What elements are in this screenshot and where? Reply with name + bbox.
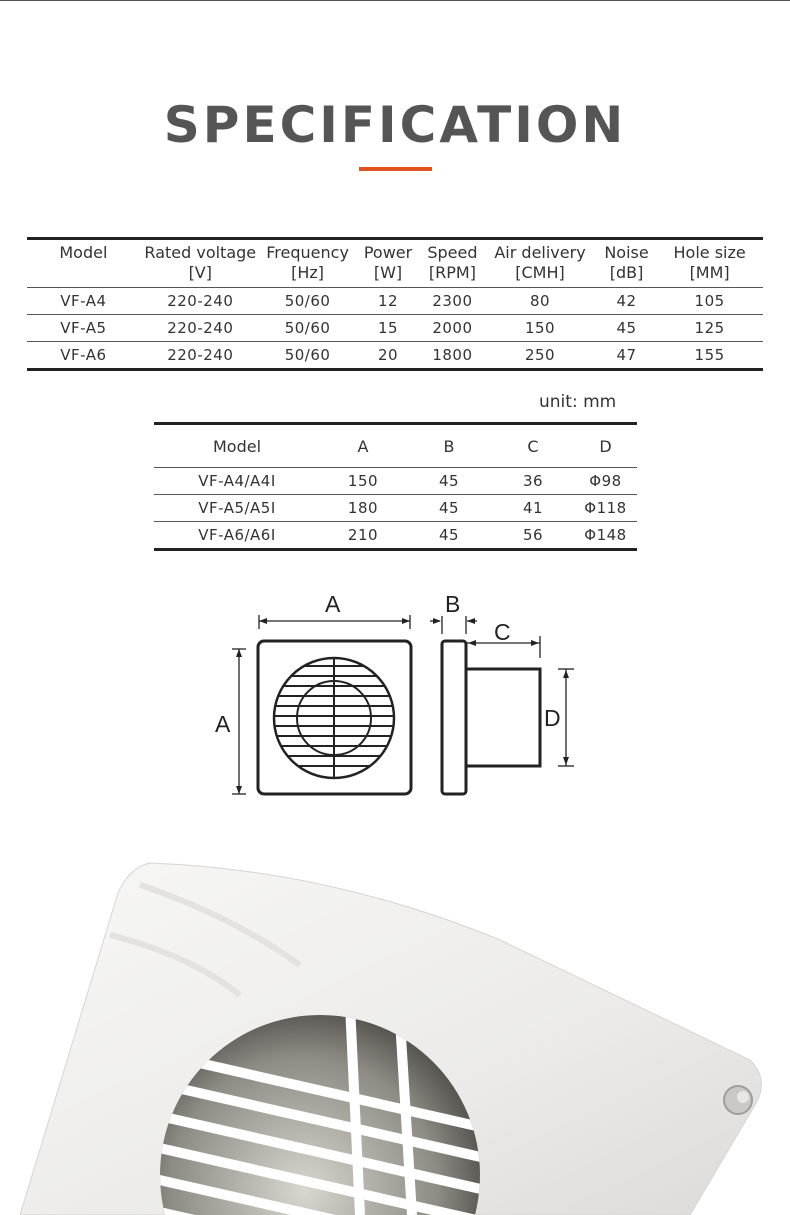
spec-cell: 42	[597, 288, 656, 315]
spec-header-rated-voltage: Rated voltage [V]	[140, 239, 261, 288]
spec-cell: VF-A5	[27, 315, 140, 342]
dims-cell: VF-A4/A4I	[154, 468, 320, 495]
spec-header-frequency: Frequency [Hz]	[261, 239, 355, 288]
table-row	[154, 522, 637, 550]
dims-header-b: B	[406, 424, 492, 468]
dims-cell: 150	[320, 468, 406, 495]
spec-cell: 220-240	[140, 288, 261, 315]
spec-cell: 50/60	[261, 288, 355, 315]
label-a-top: A	[325, 591, 341, 617]
spec-cell: 1800	[422, 342, 484, 370]
table-row	[27, 315, 763, 342]
side-view-frame	[442, 641, 466, 794]
dims-header-c: C	[492, 424, 574, 468]
product-photo	[0, 845, 790, 1215]
spec-cell: 45	[597, 315, 656, 342]
label-c: C	[494, 619, 511, 645]
mounting-screw-cap	[737, 1091, 749, 1103]
spec-header-power: Power [W]	[354, 239, 421, 288]
spec-cell: VF-A4	[27, 288, 140, 315]
dims-cell: 45	[406, 495, 492, 522]
dims-cell: Φ98	[574, 468, 637, 495]
dims-cell: 36	[492, 468, 574, 495]
spec-cell: 2300	[422, 288, 484, 315]
dims-cell: VF-A6/A6I	[154, 522, 320, 550]
dimension-diagram	[210, 588, 590, 803]
dimension-table	[154, 422, 637, 551]
spec-cell: 155	[656, 342, 763, 370]
spec-cell: 150	[483, 315, 597, 342]
spec-cell: VF-A6	[27, 342, 140, 370]
dims-header-a: A	[320, 424, 406, 468]
spec-cell: 220-240	[140, 342, 261, 370]
spec-header-model: Model	[27, 239, 140, 288]
title-accent-bar	[359, 167, 432, 171]
dims-cell: 180	[320, 495, 406, 522]
unit-note: unit: mm	[539, 392, 617, 412]
spec-cell: 80	[483, 288, 597, 315]
table-row	[27, 342, 763, 370]
spec-cell: 220-240	[140, 315, 261, 342]
label-d: D	[544, 705, 561, 731]
dims-header-model: Model	[154, 424, 320, 468]
table-row	[27, 288, 763, 315]
label-b: B	[445, 591, 461, 617]
spec-cell: 47	[597, 342, 656, 370]
spec-header-speed: Speed [RPM]	[422, 239, 484, 288]
dims-cell: 41	[492, 495, 574, 522]
spec-cell: 250	[483, 342, 597, 370]
side-view-duct	[466, 669, 540, 766]
dims-cell: Φ148	[574, 522, 637, 550]
table-row	[154, 495, 637, 522]
dims-cell: 210	[320, 522, 406, 550]
spec-header-hole-size: Hole size [MM]	[656, 239, 763, 288]
spec-header-row	[27, 239, 763, 288]
dims-header-row	[154, 424, 637, 468]
label-a-left: A	[215, 711, 231, 737]
spec-header-noise: Noise [dB]	[597, 239, 656, 288]
dims-cell: 45	[406, 468, 492, 495]
table-row	[154, 468, 637, 495]
dims-cell: 45	[406, 522, 492, 550]
top-border-line	[0, 0, 790, 1]
front-view-louvers	[270, 656, 400, 780]
spec-cell: 12	[354, 288, 421, 315]
spec-cell: 2000	[422, 315, 484, 342]
dims-cell: VF-A5/A5I	[154, 495, 320, 522]
dims-header-d: D	[574, 424, 637, 468]
spec-cell: 20	[354, 342, 421, 370]
dims-cell: 56	[492, 522, 574, 550]
spec-header-air-delivery: Air delivery [CMH]	[483, 239, 597, 288]
spec-cell: 50/60	[261, 342, 355, 370]
spec-cell: 125	[656, 315, 763, 342]
specification-table	[27, 237, 763, 371]
spec-cell: 15	[354, 315, 421, 342]
page-title: SPECIFICATION	[163, 96, 627, 154]
spec-cell: 50/60	[261, 315, 355, 342]
dims-cell: Φ118	[574, 495, 637, 522]
spec-cell: 105	[656, 288, 763, 315]
